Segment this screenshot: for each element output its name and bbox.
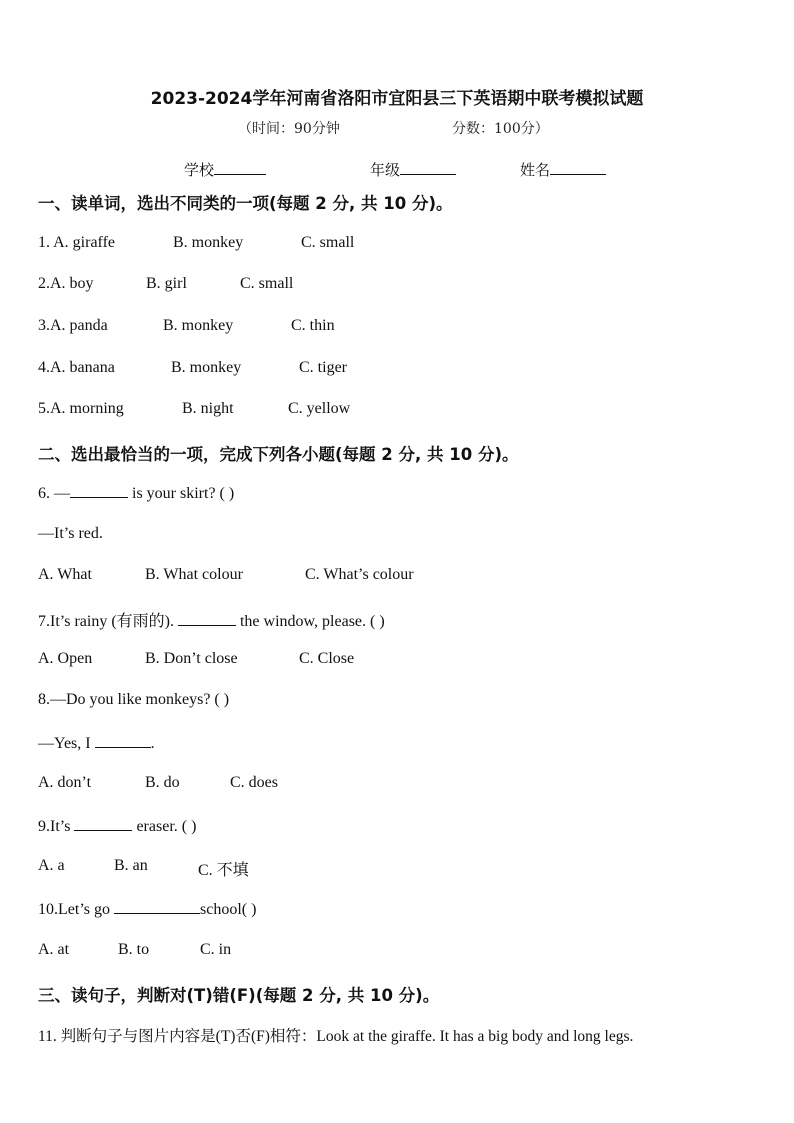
- question-11: 11. 判断句子与图片内容是(T)否(F)相符：Look at the giraffe. It has a big body and long legs.: [38, 1028, 634, 1045]
- q9-option-b: B. an: [114, 857, 148, 874]
- q5-option-b: B. night: [182, 400, 234, 417]
- q9-suffix: eraser. ( ): [136, 818, 197, 835]
- q7-prefix: 7.It’s rainy (有雨的).: [38, 613, 178, 630]
- q3-option-b: B. monkey: [163, 317, 234, 334]
- grade-field[interactable]: [370, 159, 456, 180]
- q3-option-c: C. thin: [291, 317, 335, 334]
- exam-title: 2023-2024学年河南省洛阳市宜阳县三下英语期中联考模拟试题: [150, 89, 644, 109]
- q1-option-a: 1. A. giraffe: [38, 234, 116, 251]
- q8-option-c: C. does: [230, 774, 278, 791]
- q10-suffix: school( ): [200, 901, 257, 918]
- q8-prefix: —Yes, I: [38, 735, 95, 752]
- q1-option-b: B. monkey: [173, 234, 244, 251]
- q8-option-b: B. do: [145, 774, 180, 791]
- q6-option-a: A. What: [38, 566, 92, 583]
- time-limit: （时间：90分钟: [238, 121, 340, 137]
- q5-option-a: 5.A. morning: [38, 400, 124, 417]
- q1-option-c: C. small: [301, 234, 355, 251]
- name-field[interactable]: [520, 159, 606, 180]
- q7-suffix: the window, please. ( ): [239, 613, 385, 630]
- q6-suffix: is your skirt? ( ): [132, 485, 235, 502]
- section-1-heading: 一、读单词，选出不同类的一项(每题 2 分, 共 10 分)。: [38, 194, 453, 213]
- q2-option-a: 2.A. boy: [38, 275, 94, 292]
- q9-prefix: 9.It’s: [38, 818, 75, 835]
- q4-option-c: C. tiger: [299, 359, 347, 376]
- q5-option-c: C. yellow: [288, 400, 351, 417]
- q6-option-c: C. What’s colour: [305, 566, 414, 583]
- q9-option-c: C. 不填: [198, 862, 249, 879]
- q7-option-a: A. Open: [38, 650, 93, 667]
- q10-option-a: A. at: [38, 941, 70, 958]
- question-7: [38, 608, 385, 631]
- q10-option-b: B. to: [118, 941, 150, 958]
- q10-option-c: C. in: [200, 941, 232, 958]
- q8-option-a: A. don’t: [38, 774, 92, 791]
- q6-blank[interactable]: [70, 483, 128, 498]
- q9-option-a: A. a: [38, 857, 65, 874]
- q6-option-b: B. What colour: [145, 566, 243, 583]
- q2-option-b: B. girl: [146, 275, 187, 292]
- q8-answer-line: [38, 733, 155, 753]
- q10-blank[interactable]: [114, 899, 200, 914]
- q9-blank[interactable]: [74, 816, 132, 831]
- section-2-heading: 二、选出最恰当的一项，完成下列各小题(每题 2 分, 共 10 分)。: [38, 445, 519, 464]
- question-9: [38, 816, 196, 836]
- q3-option-a: 3.A. panda: [38, 317, 108, 334]
- q7-blank[interactable]: [178, 611, 236, 626]
- question-6: [38, 483, 234, 503]
- grade-label: 年级: [370, 161, 401, 179]
- q8-suffix: .: [150, 735, 155, 752]
- question-10: [38, 899, 256, 919]
- q7-option-b: B. Don’t close: [145, 650, 238, 667]
- q4-option-a: 4.A. banana: [38, 359, 115, 376]
- q7-option-c: C. Close: [299, 650, 355, 667]
- q2-option-c: C. small: [240, 275, 294, 292]
- q4-option-b: B. monkey: [171, 359, 242, 376]
- name-label: 姓名: [520, 161, 551, 179]
- section-3-heading: 三、读句子，判断对(T)错(F)(每题 2 分, 共 10 分)。: [38, 986, 440, 1005]
- q6-prefix: 6. —: [38, 485, 70, 502]
- q10-prefix: 10.Let’s go: [38, 901, 114, 918]
- school-label: 学校: [184, 161, 215, 179]
- q6-answer-line: —It’s red.: [38, 525, 103, 542]
- total-score: 分数：100分）: [452, 121, 549, 137]
- question-8: 8.—Do you like monkeys? ( ): [38, 691, 230, 708]
- q8-blank[interactable]: [95, 733, 151, 748]
- school-field[interactable]: [184, 159, 266, 180]
